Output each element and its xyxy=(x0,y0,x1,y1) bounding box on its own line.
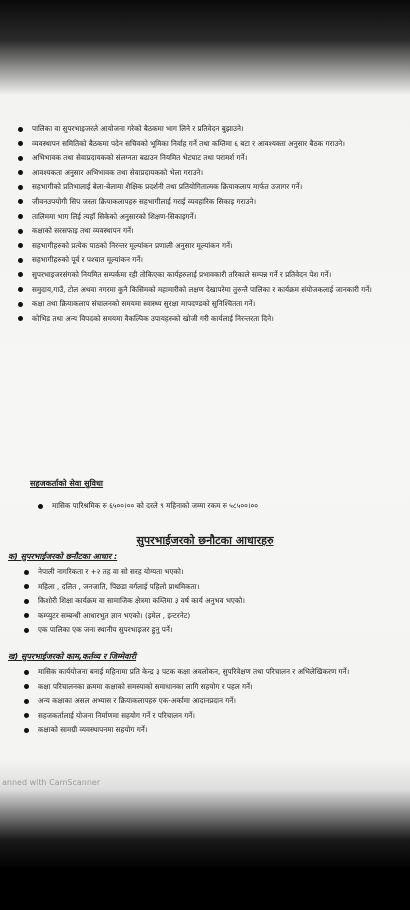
list-item: कक्षा परिचालनका क्रममा कक्षाको समस्याको समाधानका लागि सहयोग र पहल गर्ने। xyxy=(20,681,410,693)
list-item: सहभागीहरुको पूर्व र पश्चात मूल्यांकन गर्ने। xyxy=(14,254,410,266)
list-item: समुदाय,गाउँ, टोल अथवा नगरमा कुनै किसिमको महामारीको लक्षण देखापरेमा तुरुन्तै पालिका र कार्यक्रम संयोजकलाई जानकारी गर्ने। xyxy=(14,284,410,296)
list-item: तालिममा भाग लिई त्यहाँ सिकेको अनुसारको शिक्षण-सिकाइगर्ने। xyxy=(14,211,410,223)
list-item: कोभिड तथा अन्य विपदको समयमा वैकल्पिक उपायहरुको खोजी गरी कार्यलाई निरन्तरता दिने। xyxy=(14,313,410,325)
list-item: जीवनउपयोगी सिप जस्ता क्रियाकलापहरु सहभागीलाई गराई व्यवहारिक सिकाइ गराउने। xyxy=(14,196,410,208)
list-item: अन्य कक्षाका असल अभ्यास र क्रियाकलापहरु एक-अर्कामा आदानप्रदान गर्ने। xyxy=(20,695,410,707)
list-item: मासिक कार्ययोजना बनाई महिनामा प्रति केन्द्र ३ पटक कक्षा अवलोकन, सुपरिवेक्षण तथा परिचालन र अभिलेखिकरण गर्ने। xyxy=(20,666,410,678)
list-item: एक पालिका एक जना स्थानीय सुपरभाइजर हुनु पर्ने। xyxy=(20,624,410,636)
list-item: सुपरभाइजरसंगको नियमित सम्पर्कमा रही तोकिएका कार्यहरुलाई प्रभावकारी तरिकाले सम्पन्न गर्ने र प्रतिवेदन पेश गर्ने। xyxy=(14,269,410,281)
list-item: व्यवस्थापन समितिको बैठकमा पदेन सचिवको भूमिका निर्वाह गर्ने तथा कम्तिमा ६ बटा र आवश्यक्ता अनुसार बैठक गराउने। xyxy=(14,138,410,150)
section-b-list xyxy=(6,666,410,739)
list-item: किशोरी शिक्षा कार्यक्रम वा सामाजिक क्षेत्रमा कम्तिमा ३ वर्ष कार्य अनुभव भएको। xyxy=(20,595,410,607)
list-item: महिला , दलित , जनजाति, पिछडा वर्गलाई पहिलो प्राथमिकता। xyxy=(20,581,410,593)
facilitator-facilities-heading: सहजकर्ताको सेवा सुविधा xyxy=(30,479,104,488)
facilitator-duties-list xyxy=(0,123,410,327)
list-item: नेपाली नागरिकता र +२ तह वा सो सरह योग्यता भएको। xyxy=(20,566,410,578)
section-b-title: ख) सुपरभाईजरको काम,कर्तव्य र जिम्मेवारी xyxy=(8,652,137,661)
list-item: पालिका वा सुपरभाइजरले आयोजना गरेको बैठकमा भाग लिने र प्रतिवेदन बुझाउने। xyxy=(14,123,410,135)
list-item: कक्षा तथा क्रियाकलाप संचालनको समयमा स्वास्थ्य सुरक्षा मापदण्डको सुनिश्चितता गर्ने। xyxy=(14,298,410,310)
salary-item: मासिक पारिश्रमिक रु ६५००।०० को दरले ९ महिनाको जम्मा रकम रु ५८५००।०० xyxy=(34,500,410,512)
list-item: सहजकर्तालाई योजना निर्माणमा सहयोग गर्ने र परिचालन गर्ने। xyxy=(20,710,410,722)
list-item: सहभागीको प्रतिभालाई बेला-बेलामा शैक्षिक प्रदर्शनी तथा प्रतियोगितात्मक क्रियाकलाप मार्फत उजागर गर्ने। xyxy=(14,181,410,193)
list-item: कक्षाको सामग्री व्यवस्थापनमा सहयोग गर्ने। xyxy=(20,724,410,736)
camscanner-watermark: anned with CamScanner xyxy=(2,778,101,787)
list-item: कक्षाको सरसफाइ तथा व्यवस्थापन गर्ने। xyxy=(14,225,410,237)
list-item: कम्प्युटर सम्बन्धी आधारभुत ज्ञान भएको। (इमेल , इन्टरनेट) xyxy=(20,610,410,622)
salary-list xyxy=(20,500,410,515)
list-item: आवश्यकता अनुसार अभिभावक तथा सेवाप्रदायकको भेला गराउने। xyxy=(14,167,410,179)
list-item: अभिभावक तथा सेवाप्रदायकको संलग्नता बढाउन नियमित भेटघाट तथा परामर्श गर्ने। xyxy=(14,152,410,164)
section-a-title: क) सुपरभाईजरको छनौटका आधार : xyxy=(8,552,118,561)
supervisor-selection-heading: सुपरभाईजरको छनौटका आधारहरु xyxy=(136,534,274,547)
list-item: सहभागीहरुको प्रत्येक पाठको निरन्तर मूल्यांकन प्रणाली अनुसार मूल्यांकन गर्ने। xyxy=(14,240,410,252)
document-page xyxy=(0,88,410,788)
section-a-list xyxy=(6,566,410,639)
